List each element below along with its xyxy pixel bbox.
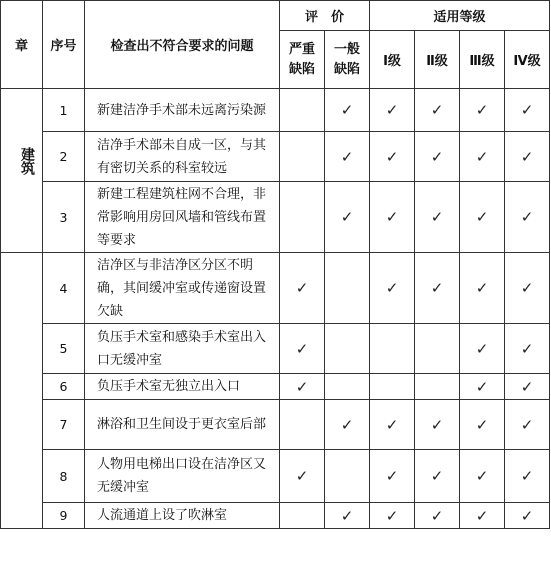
check-mark-icon: ✓ bbox=[385, 147, 399, 166]
seq-cell: 9 bbox=[43, 503, 85, 529]
check-mark-icon: ✓ bbox=[475, 101, 489, 119]
check-mark-icon: ✓ bbox=[340, 506, 354, 525]
severe-cell bbox=[280, 132, 325, 182]
level-4-cell bbox=[505, 182, 550, 253]
check-mark-icon: ✓ bbox=[340, 101, 354, 119]
level-1-cell bbox=[370, 400, 415, 450]
level-1-cell bbox=[370, 450, 415, 503]
check-mark-icon: ✓ bbox=[475, 467, 489, 485]
check-mark-icon: ✓ bbox=[475, 339, 489, 358]
chapter-label: 建筑 bbox=[19, 146, 35, 175]
check-mark-icon: ✓ bbox=[340, 208, 354, 226]
seq-cell: 6 bbox=[43, 374, 85, 400]
level-4-cell bbox=[505, 450, 550, 503]
level-3-cell bbox=[460, 400, 505, 450]
level-3-cell bbox=[460, 374, 505, 400]
check-mark-icon: ✓ bbox=[430, 467, 444, 485]
severe-cell bbox=[280, 503, 325, 529]
severe-cell bbox=[280, 324, 325, 374]
general-cell bbox=[325, 503, 370, 529]
check-mark-icon: ✓ bbox=[520, 506, 534, 525]
level-2-cell bbox=[415, 374, 460, 400]
level-2-cell bbox=[415, 503, 460, 529]
seq-cell: 2 bbox=[43, 132, 85, 182]
severe-cell bbox=[280, 450, 325, 503]
chapter-cell bbox=[1, 253, 43, 529]
level-3-cell bbox=[460, 89, 505, 132]
issue-cell: 洁净区与非洁净区分区不明确，其间缓冲室或传递窗设置欠缺 bbox=[85, 253, 280, 324]
header-evaluation: 评 价 bbox=[280, 1, 370, 31]
table-row bbox=[1, 132, 550, 182]
chapter-cell bbox=[1, 89, 43, 253]
table-row bbox=[1, 253, 550, 324]
check-mark-icon: ✓ bbox=[430, 279, 444, 297]
check-mark-icon: ✓ bbox=[340, 147, 354, 166]
level-3-cell bbox=[460, 503, 505, 529]
header-level-2: Ⅱ级 bbox=[415, 31, 460, 89]
level-1-cell bbox=[370, 374, 415, 400]
level-2-cell bbox=[415, 253, 460, 324]
check-mark-icon: ✓ bbox=[520, 279, 534, 297]
level-3-cell bbox=[460, 132, 505, 182]
table-row bbox=[1, 182, 550, 253]
issue-cell: 新建洁净手术部未远离污染源 bbox=[85, 89, 280, 132]
table-row bbox=[1, 503, 550, 529]
seq-cell: 8 bbox=[43, 450, 85, 503]
check-mark-icon: ✓ bbox=[520, 339, 534, 358]
issue-cell: 新建工程建筑柱网不合理，非常影响用房回风墙和管线布置等要求 bbox=[85, 182, 280, 253]
general-cell bbox=[325, 400, 370, 450]
level-1-cell bbox=[370, 89, 415, 132]
seq-cell: 1 bbox=[43, 89, 85, 132]
check-mark-icon: ✓ bbox=[295, 339, 309, 358]
level-3-cell bbox=[460, 324, 505, 374]
issue-cell: 人物用电梯出口设在洁净区又无缓冲室 bbox=[85, 450, 280, 503]
general-cell bbox=[325, 132, 370, 182]
severe-cell bbox=[280, 89, 325, 132]
header-issue: 检查出不符合要求的问题 bbox=[85, 1, 280, 89]
check-mark-icon: ✓ bbox=[475, 208, 489, 226]
check-mark-icon: ✓ bbox=[520, 147, 534, 166]
general-cell bbox=[325, 450, 370, 503]
severe-cell bbox=[280, 400, 325, 450]
header-general-label: 一般缺陷 bbox=[334, 41, 361, 77]
seq-cell: 3 bbox=[43, 182, 85, 253]
header-level-1: Ⅰ级 bbox=[370, 31, 415, 89]
header-level-3: Ⅲ级 bbox=[460, 31, 505, 89]
level-3-cell bbox=[460, 182, 505, 253]
level-4-cell bbox=[505, 324, 550, 374]
table-row bbox=[1, 400, 550, 450]
check-mark-icon: ✓ bbox=[475, 279, 489, 297]
check-mark-icon: ✓ bbox=[385, 506, 399, 525]
general-cell bbox=[325, 182, 370, 253]
level-1-cell bbox=[370, 503, 415, 529]
check-mark-icon: ✓ bbox=[385, 279, 399, 297]
header-severe-label: 严重缺陷 bbox=[288, 41, 315, 77]
check-mark-icon: ✓ bbox=[475, 506, 489, 525]
check-mark-icon: ✓ bbox=[430, 147, 444, 166]
issue-cell: 负压手术室和感染手术室出入口无缓冲室 bbox=[85, 324, 280, 374]
check-mark-icon: ✓ bbox=[520, 208, 534, 226]
level-2-cell bbox=[415, 132, 460, 182]
table-row bbox=[1, 89, 550, 132]
check-mark-icon: ✓ bbox=[430, 208, 444, 226]
level-4-cell bbox=[505, 253, 550, 324]
check-mark-icon: ✓ bbox=[475, 415, 489, 434]
level-1-cell bbox=[370, 182, 415, 253]
header-general bbox=[325, 31, 370, 89]
header-chapter: 章 bbox=[1, 1, 43, 89]
level-2-cell bbox=[415, 450, 460, 503]
level-4-cell bbox=[505, 503, 550, 529]
level-2-cell bbox=[415, 400, 460, 450]
general-cell bbox=[325, 374, 370, 400]
check-mark-icon: ✓ bbox=[295, 279, 309, 297]
issue-cell: 负压手术室无独立出入口 bbox=[85, 374, 280, 400]
level-3-cell bbox=[460, 450, 505, 503]
issue-cell: 人流通道上设了吹淋室 bbox=[85, 503, 280, 529]
check-mark-icon: ✓ bbox=[520, 415, 534, 434]
general-cell bbox=[325, 253, 370, 324]
check-mark-icon: ✓ bbox=[385, 415, 399, 434]
check-mark-icon: ✓ bbox=[520, 101, 534, 119]
seq-cell: 7 bbox=[43, 400, 85, 450]
table-row bbox=[1, 374, 550, 400]
level-4-cell bbox=[505, 89, 550, 132]
level-2-cell bbox=[415, 324, 460, 374]
table-row bbox=[1, 450, 550, 503]
issue-cell: 淋浴和卫生间设于更衣室后部 bbox=[85, 400, 280, 450]
check-mark-icon: ✓ bbox=[430, 101, 444, 119]
level-2-cell bbox=[415, 89, 460, 132]
general-cell bbox=[325, 89, 370, 132]
check-mark-icon: ✓ bbox=[430, 415, 444, 434]
header-seq: 序号 bbox=[43, 1, 85, 89]
table-row bbox=[1, 324, 550, 374]
check-mark-icon: ✓ bbox=[385, 467, 399, 485]
table-body bbox=[1, 89, 550, 529]
check-mark-icon: ✓ bbox=[295, 467, 309, 485]
check-mark-icon: ✓ bbox=[340, 415, 354, 434]
check-mark-icon: ✓ bbox=[385, 101, 399, 119]
level-3-cell bbox=[460, 253, 505, 324]
header-applicable-levels: 适用等级 bbox=[370, 1, 550, 31]
level-4-cell bbox=[505, 400, 550, 450]
header-severe bbox=[280, 31, 325, 89]
seq-cell: 5 bbox=[43, 324, 85, 374]
header-level-4: Ⅳ级 bbox=[505, 31, 550, 89]
level-2-cell bbox=[415, 182, 460, 253]
level-1-cell bbox=[370, 253, 415, 324]
check-mark-icon: ✓ bbox=[295, 377, 309, 396]
level-4-cell bbox=[505, 132, 550, 182]
level-4-cell bbox=[505, 374, 550, 400]
check-mark-icon: ✓ bbox=[475, 377, 489, 396]
issue-cell: 洁净手术部未自成一区，与其有密切关系的科室较远 bbox=[85, 132, 280, 182]
check-mark-icon: ✓ bbox=[475, 147, 489, 166]
check-mark-icon: ✓ bbox=[520, 467, 534, 485]
level-1-cell bbox=[370, 324, 415, 374]
severe-cell bbox=[280, 253, 325, 324]
severe-cell bbox=[280, 182, 325, 253]
check-mark-icon: ✓ bbox=[520, 377, 534, 396]
severe-cell bbox=[280, 374, 325, 400]
general-cell bbox=[325, 324, 370, 374]
check-mark-icon: ✓ bbox=[430, 506, 444, 525]
seq-cell: 4 bbox=[43, 253, 85, 324]
check-mark-icon: ✓ bbox=[385, 208, 399, 226]
level-1-cell bbox=[370, 132, 415, 182]
